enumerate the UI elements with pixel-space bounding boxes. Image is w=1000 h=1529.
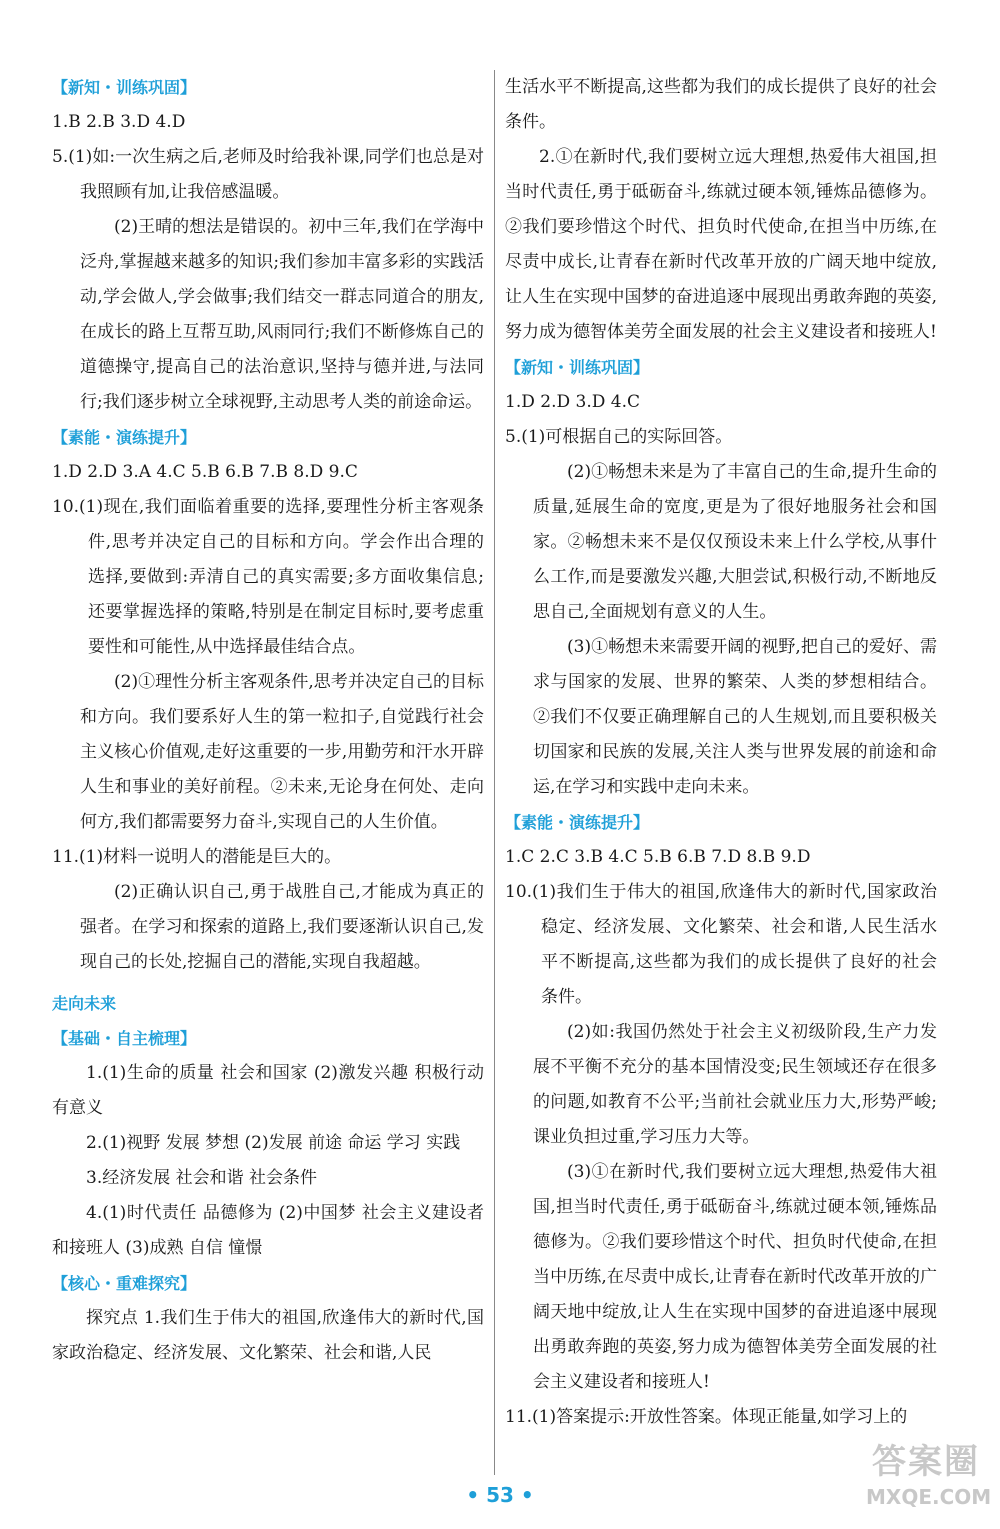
question-5-part-2: (2)王晴的想法是错误的。初中三年,我们在学海中泛舟,掌握越来越多的知识;我们参加丰富多彩的实践活动,学会做人,学会做事;我们结交一群志同道合的朋友,在成长的路上互帮互助,风雨同行;我们不断修炼自己的道德操守,提高自己的法治意识,坚持与德并进,与法同行;我们逐步树立全球视野,主动思考人类的前途命运。 <box>80 217 484 412</box>
explore-point-1-continued: 生活水平不断提高,这些都为我们的成长提供了良好的社会条件。 <box>505 77 937 132</box>
column-divider <box>494 70 495 1475</box>
question-11-part-1: 11.(1)答案提示:开放性答案。体现正能量,如学习上的 <box>505 1407 908 1427</box>
answer-line: 1.B 2.B 3.D 4.D <box>52 112 186 132</box>
question-11-part-1: 11.(1)材料一说明人的潜能是巨大的。 <box>52 847 342 867</box>
question-10-part-3: (3)①在新时代,我们要树立远大理想,热爱伟大祖国,担当时代责任,勇于砥砺奋斗,练就过硬本领,锤炼品德修为。②我们要珍惜这个时代、担负时代使命,在担当中历练,在尽责中成长,让青春在新时代改革开放的广阔天地中绽放,让人生在实现中国梦的奋进追逐中展现出勇敢奔跑的英姿,努力成为德智体美劳全面发展的社会主义建设者和接班人! <box>533 1162 937 1392</box>
section-heading-new-knowledge: 【新知・训练巩固】 <box>52 78 197 97</box>
question-10-part-1: 10.(1)现在,我们面临着重要的选择,要理性分析主客观条件,思考并决定自己的目标和方向。学会作出合理的选择,要做到:弄清自己的真实需要;多方面收集信息;还要掌握选择的策略,特别是在制定目标时,要考虑重要性和可能性,从中选择最佳结合点。 <box>52 497 484 657</box>
page-number: • 53 • <box>466 1483 534 1507</box>
answer-line: 1.C 2.C 3.B 4.C 5.B 6.B 7.D 8.B 9.D <box>505 847 811 867</box>
question-11-part-2: (2)正确认识自己,勇于战胜自己,才能成为真正的强者。在学习和探索的道路上,我们要逐渐认识自己,发现自己的长处,挖掘自己的潜能,实现自我超越。 <box>80 882 484 972</box>
watermark-logo <box>866 1440 992 1518</box>
answer-line: 1.D 2.D 3.D 4.C <box>505 392 640 412</box>
question-10-part-1: 10.(1)我们生于伟大的祖国,欣逢伟大的新时代,国家政治稳定、经济发展、文化繁荣、社会和谐,人民生活水平不断提高,这些都为我们的成长提供了良好的社会条件。 <box>505 882 937 1007</box>
question-5-part-3: (3)①畅想未来需要开阔的视野,把自己的爱好、需求与国家的发展、世界的繁荣、人类的梦想相结合。②我们不仅要正确理解自己的人生规划,而且要积极关切国家和民族的发展,关注人类与世界发展的前途和命运,在学习和实践中走向未来。 <box>533 637 937 797</box>
explore-point-1: 探究点 1.我们生于伟大的祖国,欣逢伟大的新时代,国家政治稳定、经济发展、文化繁荣、社会和谐,人民 <box>52 1308 484 1363</box>
question-5-part-2: (2)①畅想未来是为了丰富自己的生命,提升生命的质量,延展生命的宽度,更是为了很好地服务社会和国家。②畅想未来不是仅仅预设未来上什么学校,从事什么工作,而是要激发兴趣,大胆尝试,积极行动,不断地反思自己,全面规划有意义的人生。 <box>533 462 937 622</box>
question-10-part-2: (2)①理性分析主客观条件,思考并决定自己的目标和方向。我们要系好人生的第一粒扣子,自觉践行社会主义核心价值观,走好这重要的一步,用勤劳和汗水开辟人生和事业的美好前程。②未来,无论身在何处、走向何方,我们都需要努力奋斗,实现自己的人生价值。 <box>80 672 484 832</box>
watermark-logo-text: 答案圈 <box>872 1442 980 1482</box>
section-heading-practice: 【素能・演练提升】 <box>505 813 650 832</box>
basics-item-3: 3.经济发展 社会和谐 社会条件 <box>86 1168 318 1188</box>
basics-item-4: 4.(1)时代责任 品德修为 (2)中国梦 社会主义建设者和接班人 (3)成熟 自信 憧憬 <box>52 1203 484 1258</box>
section-heading-core: 【核心・重难探究】 <box>52 1274 197 1293</box>
basics-item-1: 1.(1)生命的质量 社会和国家 (2)激发兴趣 积极行动 有意义 <box>52 1063 484 1118</box>
right-column <box>505 70 937 1435</box>
watermark-url: MXQE.COM <box>866 1485 992 1509</box>
lesson-title: 走向未来 <box>52 994 117 1013</box>
question-10-part-2: (2)如:我国仍然处于社会主义初级阶段,生产力发展不平衡不充分的基本国情没变;民生领域还存在很多的问题,如教育不公平;当前社会就业压力大,形势严峻;课业负担过重,学习压力大等。 <box>533 1022 937 1147</box>
question-5-part-1: 5.(1)可根据自己的实际回答。 <box>505 427 733 447</box>
explore-point-2: 2.①在新时代,我们要树立远大理想,热爱伟大祖国,担当时代责任,勇于砥砺奋斗,练就过硬本领,锤炼品德修为。②我们要珍惜这个时代、担负时代使命,在担当中历练,在尽责中成长,让青春在新时代改革开放的广阔天地中绽放,让人生在实现中国梦的奋进追逐中展现出勇敢奔跑的英姿,努力成为德智体美劳全面发展的社会主义建设者和接班人! <box>505 147 937 342</box>
section-heading-practice: 【素能・演练提升】 <box>52 428 197 447</box>
section-heading-new-knowledge: 【新知・训练巩固】 <box>505 358 650 377</box>
section-heading-basics: 【基础・自主梳理】 <box>52 1029 197 1048</box>
answer-line: 1.D 2.D 3.A 4.C 5.B 6.B 7.B 8.D 9.C <box>52 462 358 482</box>
question-5-part-1: 5.(1)如:一次生病之后,老师及时给我补课,同学们也总是对我照顾有加,让我倍感温暖。 <box>52 147 484 202</box>
basics-item-2: 2.(1)视野 发展 梦想 (2)发展 前途 命运 学习 实践 <box>86 1133 461 1153</box>
left-column <box>52 70 484 1371</box>
